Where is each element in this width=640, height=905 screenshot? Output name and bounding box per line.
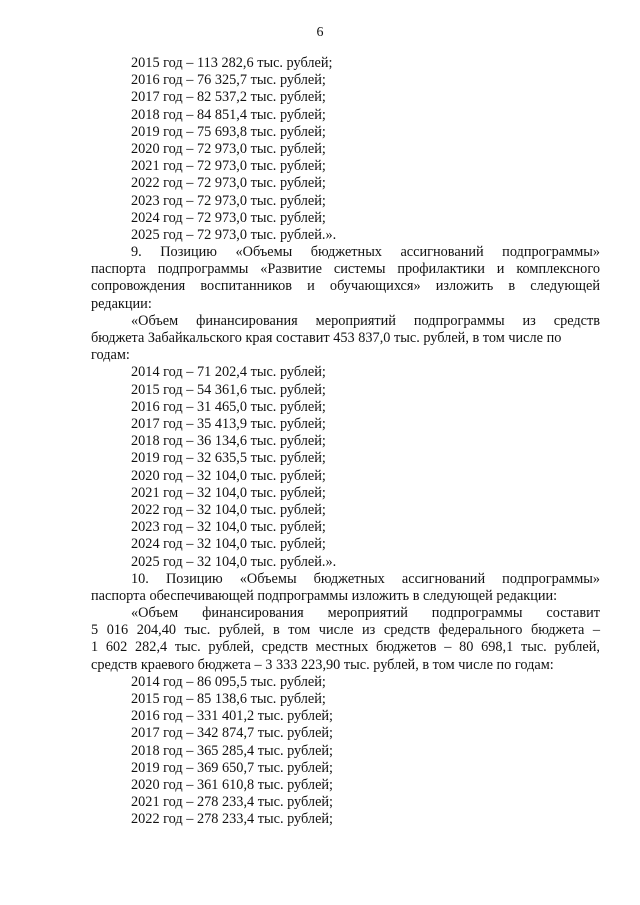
item-10-quote-line: 1 602 282,4 тыс. рублей, средств местных бюджетов – 80 698,1 тыс. рублей, bbox=[91, 639, 600, 656]
year-line: 2016 год – 31 465,0 тыс. рублей; bbox=[131, 398, 326, 415]
year-line: 2022 год – 278 233,4 тыс. рублей; bbox=[131, 811, 334, 828]
year-line: 2014 год – 71 202,4 тыс. рублей; bbox=[131, 364, 326, 381]
year-line: 2021 год – 72 973,0 тыс. рублей; bbox=[131, 158, 326, 175]
year-line: 2016 год – 76 325,7 тыс. рублей; bbox=[131, 72, 326, 89]
year-line: 2015 год – 85 138,6 тыс. рублей; bbox=[131, 691, 326, 708]
item-9-quote-line: «Объем финансирования мероприятий подпрограммы из средств bbox=[131, 312, 600, 329]
year-line: 2018 год – 84 851,4 тыс. рублей; bbox=[131, 106, 326, 123]
item-9-line: 9. Позицию «Объемы бюджетных ассигнований подпрограммы» bbox=[131, 244, 600, 261]
year-line: 2015 год – 54 361,6 тыс. рублей; bbox=[131, 381, 326, 398]
year-line: 2017 год – 342 874,7 тыс. рублей; bbox=[131, 725, 334, 742]
year-list-2 bbox=[91, 364, 600, 570]
item-9-line: редакции: bbox=[91, 295, 152, 312]
year-line: 2019 год – 32 635,5 тыс. рублей; bbox=[131, 450, 326, 467]
year-line: 2022 год – 32 104,0 тыс. рублей; bbox=[131, 501, 326, 518]
year-line: 2019 год – 75 693,8 тыс. рублей; bbox=[131, 123, 326, 140]
page-number: 6 bbox=[316, 25, 324, 40]
item-9-line: паспорта подпрограммы «Развитие системы профилактики и комплексного bbox=[91, 261, 600, 278]
year-line: 2020 год – 32 104,0 тыс. рублей; bbox=[131, 467, 326, 484]
year-line: 2017 год – 82 537,2 тыс. рублей; bbox=[131, 89, 326, 106]
year-line: 2017 год – 35 413,9 тыс. рублей; bbox=[131, 416, 326, 432]
item-9-line: сопровождения воспитанников и обучающихся» изложить в следующей bbox=[91, 278, 600, 295]
year-line: 2021 год – 278 233,4 тыс. рублей; bbox=[131, 794, 334, 811]
item-10-quote-line: «Объем финансирования мероприятий подпрограммы составит bbox=[131, 605, 600, 622]
year-line: 2023 год – 32 104,0 тыс. рублей; bbox=[131, 519, 326, 536]
document-body bbox=[91, 55, 600, 829]
item-10-quote-line: 5 016 204,40 тыс. рублей, в том числе из средств федерального бюджета – bbox=[91, 622, 600, 639]
item-9-quote-line: бюджета Забайкальского края составит 453 837,0 тыс. рублей, в том числе по bbox=[91, 330, 562, 347]
item-10-paragraph bbox=[91, 571, 600, 674]
year-line: 2014 год – 86 095,5 тыс. рублей; bbox=[131, 673, 326, 690]
year-line: 2023 год – 72 973,0 тыс. рублей; bbox=[131, 192, 326, 209]
year-line: 2025 год – 32 104,0 тыс. рублей.». bbox=[131, 553, 337, 570]
year-line: 2024 год – 72 973,0 тыс. рублей; bbox=[131, 209, 326, 226]
year-list-1 bbox=[91, 55, 600, 244]
item-10-line: паспорта обеспечивающей подпрограммы изложить в следующей редакции: bbox=[91, 587, 558, 604]
year-line: 2020 год – 361 610,8 тыс. рублей; bbox=[131, 777, 334, 793]
year-line: 2020 год – 72 973,0 тыс. рублей; bbox=[131, 140, 326, 157]
item-10-line: 10. Позицию «Объемы бюджетных ассигнований подпрограммы» bbox=[131, 570, 600, 587]
year-line: 2019 год – 369 650,7 тыс. рублей; bbox=[131, 759, 334, 776]
item-9-quote-line: годам: bbox=[91, 347, 130, 364]
year-line: 2018 год – 365 285,4 тыс. рублей; bbox=[131, 742, 334, 759]
year-line: 2025 год – 72 973,0 тыс. рублей.». bbox=[131, 226, 337, 243]
year-line: 2022 год – 72 973,0 тыс. рублей; bbox=[131, 175, 326, 192]
year-line: 2021 год – 32 104,0 тыс. рублей; bbox=[131, 484, 326, 501]
year-line: 2016 год – 331 401,2 тыс. рублей; bbox=[131, 708, 334, 725]
item-10-quote-line: средств краевого бюджета – 3 333 223,90 тыс. рублей, в том числе по годам: bbox=[91, 656, 554, 673]
year-line: 2024 год – 32 104,0 тыс. рублей; bbox=[131, 536, 326, 553]
item-9-paragraph bbox=[91, 244, 600, 364]
year-line: 2018 год – 36 134,6 тыс. рублей; bbox=[131, 433, 326, 450]
year-line: 2015 год – 113 282,6 тыс. рублей; bbox=[131, 55, 333, 71]
year-list-3 bbox=[91, 674, 600, 829]
